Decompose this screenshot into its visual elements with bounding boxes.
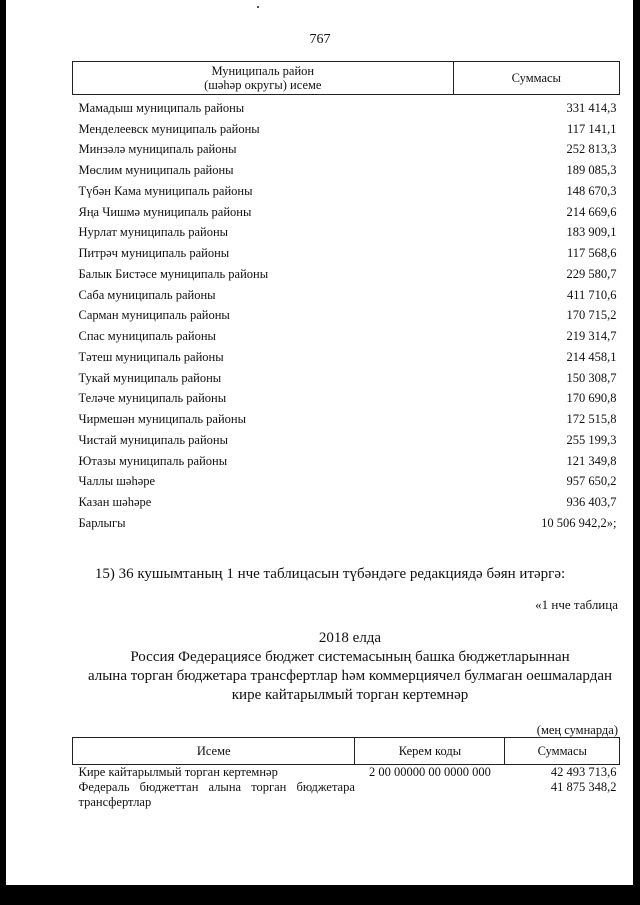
scan-border-left: [0, 0, 6, 905]
row-name: Минзәлә муниципаль районы: [78, 142, 237, 157]
table-row: [73, 386, 620, 407]
table-row: [73, 780, 620, 810]
table-row: [73, 489, 620, 510]
row-value: 172 515,8: [566, 412, 617, 426]
row-name: Чирмешән муниципаль районы: [78, 412, 246, 426]
table-row: [73, 365, 620, 386]
row-value: 42 493 713,6: [550, 765, 617, 779]
row-value: 170 690,8: [566, 391, 617, 406]
table-row: [73, 448, 620, 469]
row-name: Чистай муниципаль районы: [78, 432, 228, 447]
column-header-name: Исеме: [73, 738, 355, 765]
table-row: [73, 406, 620, 427]
row-name: Федераль бюджеттан алына торган бюджетара трансфертлар: [78, 780, 355, 809]
row-value: 957 650,2: [566, 474, 617, 489]
table-row: [73, 510, 620, 531]
transfers-table: [72, 737, 620, 810]
row-name: Питрәч муниципаль районы: [78, 246, 230, 260]
row-value: 41 875 348,2: [550, 780, 617, 794]
scan-border-bottom: [0, 885, 640, 905]
row-name: Балык Бистәсе муниципаль районы: [78, 266, 269, 281]
table-row: [73, 427, 620, 448]
row-value: 936 403,7: [566, 495, 617, 509]
row-value: 214 669,6: [566, 204, 617, 219]
row-value: 170 715,2: [566, 308, 617, 323]
page-number: 767: [309, 32, 331, 47]
row-name: Мөслим муниципаль районы: [78, 163, 234, 177]
units-note: (мең сумнарда): [536, 723, 618, 737]
row-value: 252 813,3: [566, 142, 617, 157]
column-header-name: Муниципаль район (шәһәр округы) исеме: [73, 62, 454, 95]
table-row: [73, 95, 620, 116]
row-name: Түбән Кама муниципаль районы: [78, 183, 253, 198]
table-row: [73, 220, 620, 241]
row-value: 150 308,7: [566, 370, 617, 385]
row-name: Мамадыш муниципаль районы: [78, 100, 245, 115]
table-title: 2018 елда Россия Федерациясе бюджет системасының башка бюджетларыннан алына торган бюджетара трансфертлар һәм коммерциячел булмаган оешмалардан кире кайтарылмый торган кертемнәр: [87, 630, 613, 703]
table-row: [73, 157, 620, 178]
table-row: [73, 765, 620, 781]
column-header-sum: Суммасы: [453, 62, 619, 95]
table-row: [73, 199, 620, 220]
row-value: 117 568,6: [566, 246, 617, 260]
row-value: 10 506 942,2»;: [541, 515, 617, 530]
table-row: [73, 137, 620, 158]
table-row: [73, 303, 620, 324]
row-name: Тукай муниципаль районы: [78, 370, 222, 385]
amendment-paragraph: 15) 36 кушымтаның 1 нче таблицасын түбәндәге редакциядә бәян итәргә:: [94, 566, 566, 582]
column-header-sum: Суммасы: [505, 738, 620, 765]
row-value: 117 141,1: [566, 121, 617, 136]
table-row: [73, 323, 620, 344]
row-name: Саба муниципаль районы: [78, 287, 216, 302]
row-value: 214 458,1: [566, 349, 617, 364]
row-name: Нурлат муниципаль районы: [78, 225, 229, 240]
row-name: Теләче муниципаль районы: [78, 391, 227, 406]
row-name: Чаллы шәһәре: [78, 474, 156, 489]
row-name: Казан шәһәре: [78, 495, 152, 509]
row-name: Барлыгы: [78, 515, 126, 530]
table-reference: «1 нче таблица: [535, 597, 618, 612]
row-value: 255 199,3: [566, 432, 617, 447]
row-name: Менделеевск муниципаль районы: [78, 121, 260, 136]
row-name: Тәтеш муниципаль районы: [78, 349, 224, 364]
row-code: [355, 780, 505, 810]
table-row: [73, 282, 620, 303]
row-value: 229 580,7: [566, 266, 617, 281]
row-name: Ютазы муниципаль районы: [78, 453, 228, 468]
row-name: Яңа Чишмә муниципаль районы: [78, 204, 252, 219]
row-value: 219 314,7: [566, 329, 617, 343]
row-value: 121 349,8: [566, 453, 617, 468]
row-name: Спас муниципаль районы: [78, 329, 216, 343]
row-value: 189 085,3: [566, 163, 617, 177]
table-row: [73, 469, 620, 490]
row-value: 148 670,3: [566, 183, 617, 198]
municipal-sums-table: [72, 61, 620, 531]
scan-border-right: [633, 0, 640, 905]
table-row: [73, 178, 620, 199]
table-header-row: [73, 62, 620, 95]
row-value: 411 710,6: [566, 287, 617, 302]
scan-speck: [257, 6, 259, 8]
table-row: [73, 116, 620, 137]
table-header-row: [73, 738, 620, 765]
row-name: Сарман муниципаль районы: [78, 308, 230, 323]
row-value: 183 909,1: [566, 225, 617, 240]
table-row: [73, 344, 620, 365]
table-row: [73, 240, 620, 261]
table-row: [73, 261, 620, 282]
row-value: 331 414,3: [566, 100, 617, 115]
row-code: 2 00 00000 00 0000 000: [369, 765, 491, 779]
column-header-code: Керем коды: [355, 738, 505, 765]
row-name: Кире кайтарылмый торган кертемнәр: [78, 765, 278, 779]
